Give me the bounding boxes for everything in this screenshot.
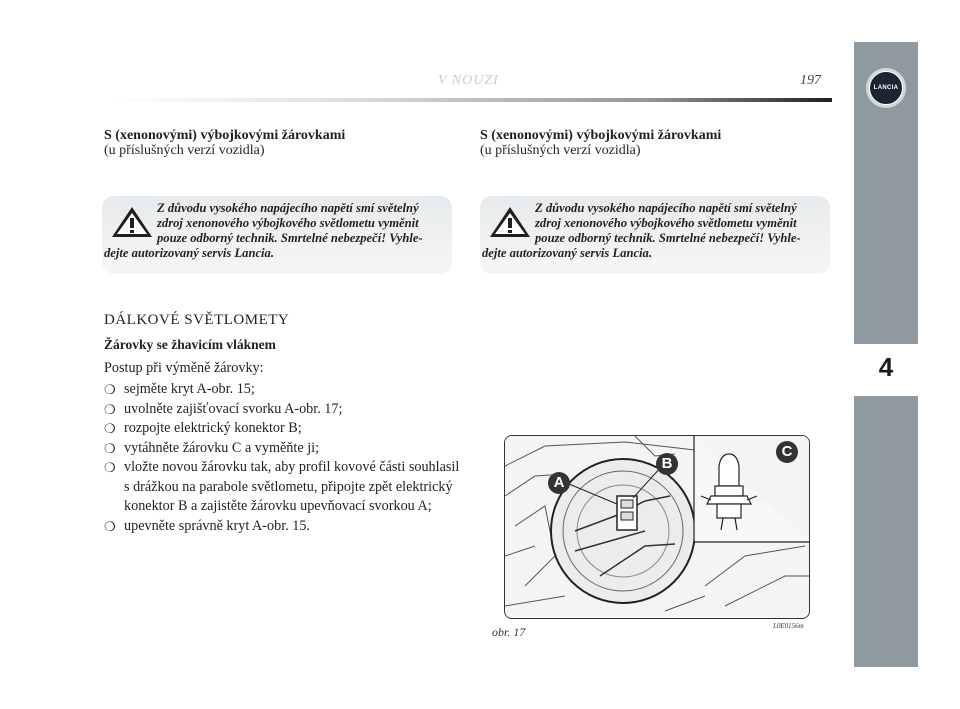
- right-warning-line-1: Z důvodu vysokého napájecího napětí smí světelný: [535, 201, 797, 215]
- left-warning-line-4: dejte autorizovaný servis Lancia.: [104, 246, 275, 260]
- left-warning-line-1: Z důvodu vysokého napájecího napětí smí světelný: [157, 201, 419, 215]
- warning-triangle-icon: [110, 205, 154, 239]
- step-text: upevněte správně kryt A-obr. 15.: [124, 517, 310, 534]
- list-item: [104, 458, 464, 517]
- figure-label-c: C: [776, 441, 798, 463]
- bullet-icon: ❍: [104, 518, 116, 534]
- page-number: 197: [800, 73, 821, 88]
- bullet-icon: ❍: [104, 382, 116, 397]
- bullet-icon: ❍: [104, 401, 116, 417]
- bullet-icon: ❍: [104, 421, 116, 436]
- bullet-icon: ❍: [104, 460, 116, 475]
- right-section-subtitle: (u příslušných verzí vozidla): [480, 143, 641, 158]
- bullet-icon: ❍: [104, 440, 116, 456]
- list-item: [104, 419, 464, 439]
- running-header-title: V NOUZI: [438, 73, 499, 88]
- list-item: [104, 517, 464, 537]
- section-subheading: Žárovky se žhavicím vláknem: [104, 337, 276, 352]
- lancia-logo-shield: [869, 71, 903, 105]
- list-item: [104, 380, 464, 400]
- procedure-steps: [104, 380, 464, 536]
- left-warning-line-3: pouze odborný technik. Smrtelné nebezpečí! Vyhle-: [157, 231, 423, 245]
- step-text: vytáhněte žárovku C a vyměňte ji;: [124, 439, 320, 456]
- chapter-number: 4: [878, 352, 894, 382]
- left-section-subtitle: (u příslušných verzí vozidla): [104, 143, 265, 158]
- list-item: [104, 400, 464, 420]
- right-warning-line-2: zdroj xenonového výbojkového světlometu vyměnit: [535, 216, 797, 230]
- warning-triangle-icon: [488, 205, 532, 239]
- lancia-logo: [866, 68, 906, 108]
- left-warning-line-2: zdroj xenonového výbojkového světlometu vyměnit: [157, 216, 419, 230]
- figure-code: L0E0156m: [773, 622, 804, 630]
- section-heading: DÁLKOVÉ SVĚTLOMETY: [104, 312, 290, 328]
- left-section-title: S (xenonovými) výbojkovými žárovkami: [104, 128, 346, 143]
- procedure-intro: Postup při výměně žárovky:: [104, 360, 264, 376]
- right-warning-line-4: dejte autorizovaný servis Lancia.: [482, 246, 653, 260]
- logo-text: LANCIA: [873, 85, 899, 91]
- right-warning-line-3: pouze odborný technik. Smrtelné nebezpečí! Vyhle-: [535, 231, 801, 245]
- list-item: [104, 439, 464, 459]
- step-text: uvolněte zajišťovací svorku A-obr. 17;: [124, 400, 343, 417]
- figure-label-a: A: [548, 472, 570, 494]
- header-rule: [112, 98, 832, 102]
- right-section-title: S (xenonovými) výbojkovými žárovkami: [480, 128, 722, 143]
- step-text: vložte novou žárovku tak, aby profil kovové části souhlasil s drážkou na parabole světlometu, připojte zpět elektrický konektor B a zajistěte žárovku upevňovací svorkou A;: [124, 459, 460, 514]
- step-text: sejměte kryt A-obr. 15;: [124, 381, 255, 397]
- headlight-figure: [504, 435, 810, 619]
- figure-label-b: B: [656, 453, 678, 475]
- figure-caption: obr. 17: [492, 625, 526, 639]
- step-text: rozpojte elektrický konektor B;: [124, 420, 302, 436]
